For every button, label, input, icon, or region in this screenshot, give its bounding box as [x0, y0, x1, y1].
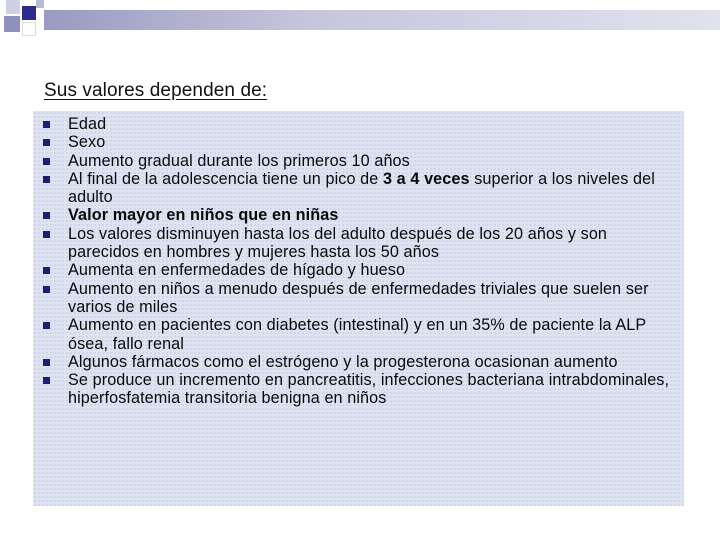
list-item — [33, 280, 684, 317]
square-bullet-icon — [43, 176, 50, 183]
square-bullet-icon — [43, 158, 50, 165]
list-item-text: Aumento en pacientes con diabetes (intestinal) y en un 35% de paciente la ALP ósea, fallo renal — [68, 316, 646, 353]
list-item-text — [68, 170, 655, 206]
bold-text: 3 a 4 veces — [382, 169, 470, 188]
decorative-square — [4, 16, 20, 32]
list-item-text: Edad — [68, 115, 107, 133]
content-box — [33, 111, 684, 506]
list-item-text: Sexo — [68, 133, 106, 152]
text-segment: Al final de la adolescencia tiene un pico de — [68, 169, 383, 188]
list-item — [33, 115, 684, 133]
list-item — [33, 170, 684, 207]
list-item-text: Se produce un incremento en pancreatitis, infecciones bacteriana intrabdominales, hiperfosfatemia transitoria benigna en niños — [68, 371, 670, 408]
square-bullet-icon — [43, 267, 50, 274]
list-item-text: Algunos fármacos como el estrógeno y la progesterona ocasionan aumento — [68, 352, 618, 371]
square-bullet-icon — [43, 121, 50, 128]
list-item — [33, 225, 684, 262]
list-item — [33, 152, 684, 170]
list-item — [33, 206, 684, 224]
list-item — [33, 316, 684, 353]
bullet-list — [33, 115, 684, 408]
square-bullet-icon — [43, 212, 50, 219]
square-bullet-icon — [43, 139, 50, 146]
list-item-text: Los valores disminuyen hasta los del adulto después de los 20 años y son parecidos en hombres y mujeres hasta los 50 años — [68, 224, 608, 262]
list-item-text: Aumenta en enfermedades de hígado y hueso — [68, 261, 406, 280]
decorative-square — [22, 22, 36, 36]
decorative-square — [6, 0, 20, 14]
list-item — [33, 133, 684, 151]
square-bullet-icon — [43, 377, 50, 384]
list-item — [33, 353, 684, 371]
text-segment: superior a los niveles del adulto — [68, 169, 655, 207]
list-item-text: Aumento en niños a menudo después de enfermedades triviales que suelen ser varios de miles — [68, 279, 649, 316]
list-item-text: Aumento gradual durante los primeros 10 años — [68, 151, 410, 170]
square-bullet-icon — [43, 359, 50, 366]
list-item — [33, 261, 684, 279]
square-bullet-icon — [43, 322, 50, 329]
square-bullet-icon — [43, 286, 50, 293]
slide-heading: Sus valores dependen de: — [44, 80, 268, 101]
list-item-text: Valor mayor en niños que en niñas — [68, 206, 339, 225]
decorative-square — [36, 0, 44, 8]
decorative-square — [22, 6, 36, 20]
list-item — [33, 371, 684, 408]
square-bullet-icon — [43, 231, 50, 238]
header-bar — [44, 10, 720, 30]
